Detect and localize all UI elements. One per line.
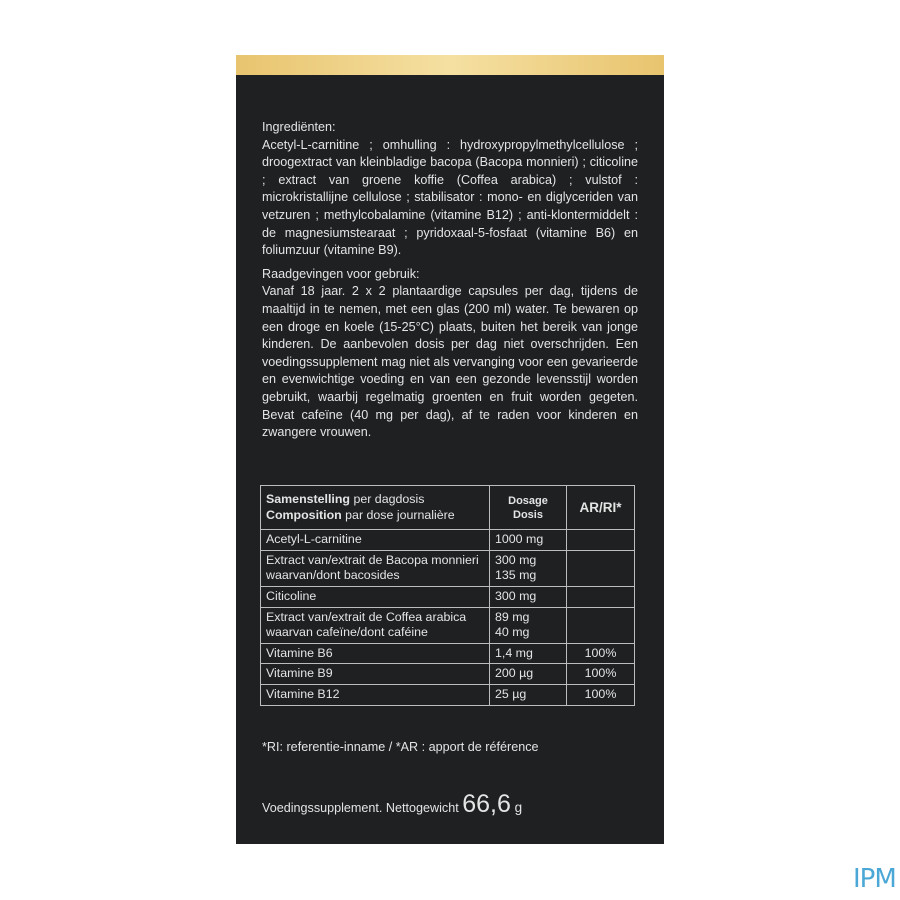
ingredient-dose: 1,4 mg [490, 643, 567, 664]
product-label-panel [236, 55, 664, 844]
table-row [261, 607, 635, 643]
table-row [261, 530, 635, 551]
ingredient-ar: 100% [567, 643, 635, 664]
gold-stripe [236, 55, 664, 75]
composition-header [261, 486, 490, 530]
ingredient-ar [567, 550, 635, 586]
ingredient-dose: 89 mg 40 mg [490, 607, 567, 643]
ar-ri-header: AR/RI* [567, 486, 635, 530]
table-row [261, 684, 635, 705]
ingredients-text: Acetyl-L-carnitine ; omhulling : hydroxypropylmethylcellulose ; droogextract van kleinbladige bacopa (Bacopa monnieri) ; citicoline ; extract van groene koffie (Coffea arabica) ; vulstof : microkristallijne cellulose ; stabilisator : mono- en diglyceriden van vetzuren ; methylcobalamine (vitamine B12) ; anti-klontermiddelt : de magnesiumstearaat ; pyridoxaal-5-fosfaat (vitamine B6) en foliumzuur (vitamine B9). [262, 137, 638, 258]
usage-heading: Raadgevingen voor gebruik: [262, 266, 420, 281]
header-per-dagdosis: per dagdosis [350, 492, 425, 506]
ipm-logo: IPM [853, 864, 896, 894]
ingredient-name: Vitamine B6 [261, 643, 490, 664]
header-composition: Composition [266, 507, 342, 522]
ingredient-name: Extract van/extrait de Coffea arabica waarvan cafeïne/dont caféine [261, 607, 490, 643]
header-par-dose: par dose journalière [341, 507, 455, 522]
table-row [261, 550, 635, 586]
ingredient-ar: 100% [567, 664, 635, 685]
ingredients-heading: Ingrediënten: [262, 120, 336, 134]
net-weight-value: 66,6 [462, 790, 511, 818]
ingredient-dose: 300 mg [490, 586, 567, 607]
ingredient-dose: 300 mg 135 mg [490, 550, 567, 586]
usage-text: Vanaf 18 jaar. 2 x 2 plantaardige capsules per dag, tijdens de maaltijd in te nemen, met een glas (200 ml) water. Te bewaren op een droge en koele (15-25°C) plaats, buiten het bereik van jonge kinderen. De aanbevolen dosis per dag niet overschrijden. Een voedingssupplement mag niet als vervanging voor een gevarieerde en evenwichtige voeding en van een gezonde levensstijl worden gebruikt, waarbij regelmatig groenten en fruit worden gegeten. Bevat cafeïne (40 mg per dag), af te raden voor kinderen en zwangere vrouwen. [262, 284, 638, 440]
ingredient-name: Extract van/extrait de Bacopa monnieri waarvan/dont bacosides [261, 550, 490, 586]
footnote: *RI: referentie-inname / *AR : apport de référence [262, 740, 539, 754]
net-weight-unit: g [510, 800, 523, 815]
table-header-row [261, 486, 635, 530]
table-row [261, 586, 635, 607]
net-weight-label: Voedingssupplement. Nettogewicht [262, 801, 463, 815]
ingredient-ar [567, 607, 635, 643]
ingredient-ar [567, 530, 635, 551]
ingredient-dose: 200 µg [490, 664, 567, 685]
header-dosis: Dosis [513, 508, 543, 521]
table-row [261, 664, 635, 685]
ingredient-dose: 25 µg [490, 684, 567, 705]
ingredient-name: Citicoline [261, 586, 490, 607]
composition-table [260, 485, 635, 706]
header-samenstelling: Samenstelling [266, 492, 351, 506]
ingredient-dose: 1000 mg [490, 530, 567, 551]
header-dosage: Dosage [508, 494, 548, 507]
ingredient-ar: 100% [567, 684, 635, 705]
table-row [261, 643, 635, 664]
label-text [262, 119, 638, 442]
ingredient-name: Acetyl-L-carnitine [261, 530, 490, 551]
ingredient-ar [567, 586, 635, 607]
net-weight [262, 790, 522, 819]
ingredient-name: Vitamine B12 [261, 684, 490, 705]
ingredient-name: Vitamine B9 [261, 664, 490, 685]
dose-header [490, 486, 567, 530]
